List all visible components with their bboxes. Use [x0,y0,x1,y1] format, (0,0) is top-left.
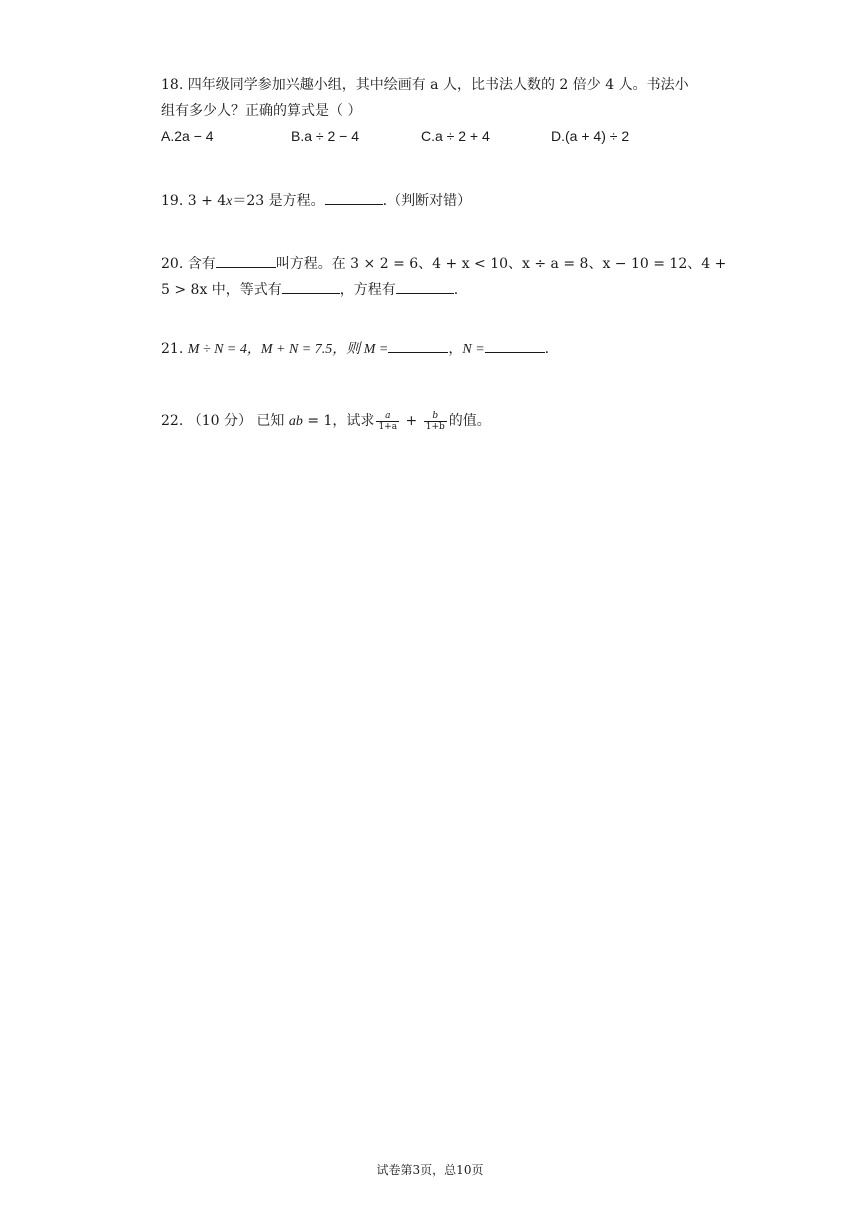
question-21-prefix: 21. [161,341,188,357]
question-20-line-1b: 叫方程。在 3 × 2 = 6、4 + x < 10、x ÷ a = 8、x − 10 = 12、4 + [275,256,727,272]
question-20-line-2a: 5 > 8x 中，等式有 [161,282,282,298]
question-21-n-label: N = [462,342,485,357]
fraction-b-denominator: 1+b [425,421,445,432]
question-18-options [161,128,721,150]
question-21-suffix: . [544,341,550,357]
fraction-a [376,411,399,432]
question-19-suffix: .（判断对错） [382,193,472,209]
page-footer: 试卷第3页，总10页 [376,1163,484,1177]
plus-sign: + [401,413,422,429]
option-c: C.a ÷ 2 + 4 [421,128,490,144]
answer-blank[interactable] [216,253,276,268]
question-21-separator: ， [448,341,463,357]
question-19-text: ＝23 是方程。 [232,193,325,209]
option-b: B.a ÷ 2 − 4 [291,128,360,144]
question-19 [161,188,721,215]
fraction-b [424,411,447,432]
fraction-b-numerator: b [432,410,439,421]
fraction-a-numerator: a [385,410,391,421]
question-20-line-2c: . [453,282,459,298]
answer-blank[interactable] [388,338,448,353]
question-20-line-2b: ，方程有 [339,282,396,298]
fraction-a-denominator: 1+a [378,421,398,432]
option-a: A.2a − 4 [161,128,214,144]
question-22 [161,408,721,435]
answer-blank[interactable] [282,279,340,294]
question-22-prefix: 22. （10 分） 已知 [161,413,289,429]
question-20 [161,251,727,303]
question-22-condition: ab [288,414,303,429]
question-20-line-1a: 20. 含有 [161,256,216,272]
question-18-line-2: 组有多少人？正确的算式是（ ） [161,103,362,119]
question-22-suffix: 的值。 [448,413,491,429]
question-19-variable: x [226,194,233,209]
answer-blank[interactable] [396,279,454,294]
question-18 [161,72,721,124]
question-19-prefix: 19. 3 + 4 [161,193,227,209]
answer-blank[interactable] [485,338,545,353]
question-21 [161,336,721,363]
question-18-line-1: 18. 四年级同学参加兴趣小组，其中绘画有 a 人，比书法人数的 2 倍少 4 人。书法小 [161,77,689,93]
question-22-condition-rest: = 1，试求 [302,413,375,429]
option-d: D.(a + 4) ÷ 2 [551,128,630,144]
question-21-expression: M ÷ N = 4，M + N = 7.5，则 M = [187,342,389,357]
answer-blank[interactable] [325,190,383,205]
